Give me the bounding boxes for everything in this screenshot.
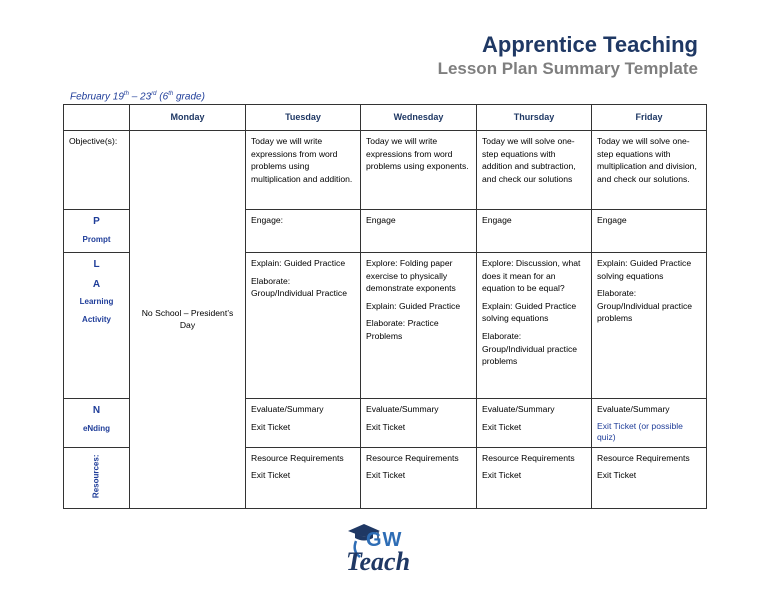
la-label-learning: Learning (79, 297, 114, 307)
gw-teach-logo (344, 521, 436, 581)
friday-la-elaborate: Elaborate: Group/Individual practice problems (597, 288, 693, 324)
tuesday-objective: Today we will write expressions from word problems using multiplication and addition. (246, 131, 361, 210)
prompt-letter: P (93, 216, 100, 227)
tuesday-resource-req: Resource Requirements (251, 452, 344, 463)
friday-ending (592, 399, 707, 448)
wednesday-la-explain: Explain: Guided Practice (366, 300, 461, 311)
thursday-ending (477, 399, 592, 448)
tuesday-la-elaborate: Elaborate: Group/Individual Practice (251, 275, 348, 299)
wednesday-ending (361, 399, 477, 448)
day-header-friday: Friday (592, 105, 707, 131)
la-label-activity: Activity (82, 314, 111, 324)
day-header-thursday: Thursday (477, 105, 592, 131)
thursday-la-explain: Explain: Guided Practice solving equations (482, 300, 577, 324)
ending-letter: N (92, 405, 101, 416)
friday-resource-req: Resource Requirements (597, 452, 690, 463)
objective-row (64, 131, 707, 210)
prompt-label: Prompt (82, 234, 111, 244)
tuesday-ending (246, 399, 361, 448)
objective-label: Objective(s): (64, 131, 130, 210)
thursday-resource-item: Exit Ticket (482, 470, 522, 481)
document-subtitle: Lesson Plan Summary Template (437, 59, 698, 78)
ending-label-cell (64, 399, 130, 448)
thursday-prompt: Engage (477, 210, 592, 253)
logo-teach-text: Teach (346, 547, 411, 576)
thursday-la-elaborate: Elaborate: Group/Individual practice problems (482, 330, 578, 367)
thursday-resources (477, 447, 592, 508)
tuesday-resources (246, 447, 361, 508)
friday-learning-activity (592, 253, 707, 399)
ending-label: eNding (82, 423, 111, 433)
logo-gw-text: GW (366, 529, 403, 551)
table-header-row (64, 105, 707, 131)
la-letter-l: L (93, 259, 100, 270)
wednesday-learning-activity (361, 253, 477, 399)
friday-exit-ticket: Exit Ticket (or possible quiz) (597, 420, 683, 442)
tuesday-learning-activity (246, 253, 361, 399)
thursday-evaluate: Evaluate/Summary (482, 404, 555, 414)
thursday-resource-req: Resource Requirements (482, 452, 575, 463)
friday-la-explain: Explain: Guided Practice solving equations (597, 258, 692, 281)
day-header-wednesday: Wednesday (361, 105, 477, 131)
la-letter-a: A (92, 278, 101, 290)
monday-cell: No School – President’s Day (130, 131, 246, 509)
day-header-tuesday: Tuesday (246, 105, 361, 131)
learning-activity-label-cell (64, 253, 130, 399)
document-title: Apprentice Teaching (482, 32, 698, 57)
tuesday-prompt: Engage: (246, 210, 361, 253)
tuesday-resource-item: Exit Ticket (251, 470, 291, 481)
thursday-objective: Today we will solve one-step equations with addition and subtraction, and check our solutions (477, 131, 592, 210)
wednesday-la-explore: Explore: Folding paper exercise to physically demonstrate exponents (366, 258, 456, 294)
friday-evaluate: Evaluate/Summary (597, 404, 670, 414)
wednesday-la-elaborate: Elaborate: Practice Problems (366, 318, 439, 341)
resources-label: Resources: (91, 454, 101, 498)
week-label: February 19th – 23rd (6th grade) (70, 91, 205, 103)
tuesday-la-explain: Explain: Guided Practice (251, 258, 346, 268)
thursday-exit-ticket: Exit Ticket (482, 421, 522, 432)
lesson-plan-table (63, 104, 707, 509)
tuesday-exit-ticket: Exit Ticket (251, 421, 291, 432)
tuesday-evaluate: Evaluate/Summary (251, 404, 324, 414)
corner-cell (64, 105, 130, 131)
friday-objective: Today we will solve one-step equations with multiplication and division, and check our solutions. (592, 131, 707, 210)
wednesday-exit-ticket: Exit Ticket (366, 421, 406, 432)
prompt-label-cell (64, 210, 130, 253)
resources-label-cell (64, 447, 130, 508)
thursday-la-explore: Explore: Discussion, what does it mean for an equation to be equal? (482, 258, 581, 294)
day-header-monday: Monday (130, 105, 246, 131)
friday-resources (592, 447, 707, 508)
wednesday-evaluate: Evaluate/Summary (366, 404, 439, 414)
wednesday-resource-req: Resource Requirements (366, 452, 459, 463)
wednesday-prompt: Engage (361, 210, 477, 253)
wednesday-resource-item: Exit Ticket (366, 470, 406, 481)
wednesday-resources (361, 447, 477, 508)
friday-resource-item: Exit Ticket (597, 470, 637, 481)
thursday-learning-activity (477, 253, 592, 399)
wednesday-objective: Today we will write expressions from word problems using exponents. (361, 131, 477, 210)
friday-prompt: Engage (592, 210, 707, 253)
